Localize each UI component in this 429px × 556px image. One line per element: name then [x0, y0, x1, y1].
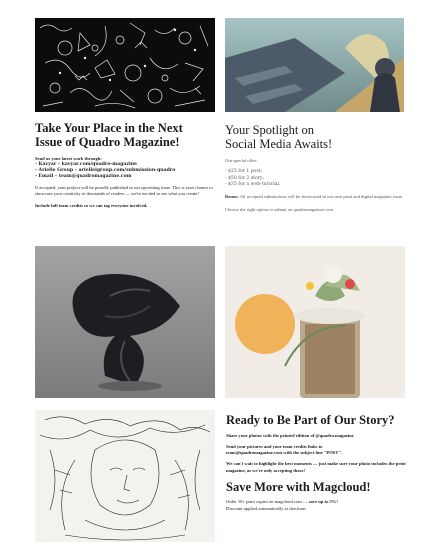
sketch-portrait-image: [35, 410, 215, 542]
submission-section: [35, 122, 217, 232]
share-line: Share your photos with the printed edition of @quadro.magazine: [226, 432, 354, 438]
magcloud-offer-a: Order 10+ print copies on magcloud.com —: [226, 499, 308, 505]
sketch-illustration: [35, 410, 215, 542]
channel-arielle[interactable]: - Arielle Group – arielleigroup.com/submission-quadro: [35, 167, 176, 173]
submission-intro: Send us your latest work through:: [35, 155, 102, 161]
offer-item: - $35 for a web-tutorial.: [225, 182, 281, 188]
doodle-art-image: [35, 18, 215, 112]
magcloud-title: Save More with Magcloud!: [226, 479, 371, 494]
doodle-pattern: [35, 18, 215, 112]
submission-channel-list: [35, 162, 217, 181]
story-section: [226, 414, 408, 544]
spotlight-title-line2: Social Media Awaits!: [225, 136, 333, 151]
spotlight-title-line1: Your Spotlight on: [225, 124, 315, 137]
magcloud-offer-c: Discount applied automatically at checkout.: [226, 505, 307, 511]
magcloud-offer-b: save up to 5%!: [308, 499, 338, 505]
highlight-line: We can't wait to highlight the best moments — just make sure your photo includes the print magazine, as we're only accepting those!: [226, 461, 406, 473]
cake-illustration: [225, 246, 405, 398]
credits-note: Include full team credits so we can tag everyone involved.: [35, 202, 148, 208]
channel-kavyar[interactable]: - Kavyar – kavyar.com/quadro-magazine: [35, 161, 137, 167]
offer-item: - $50 for 2 story;: [225, 175, 265, 181]
submission-title: [35, 122, 217, 150]
send-line-b[interactable]: team@quadromagazine.com with the subject line "POST".: [226, 450, 343, 456]
send-line: [226, 444, 408, 456]
story-title: Ready to Be Part of Our Story?: [226, 414, 395, 427]
bonus-text: [225, 194, 405, 201]
offer-list: [225, 169, 405, 189]
submission-title-line1: Take Your Place in the Next: [35, 122, 183, 135]
magcloud-offer: [226, 499, 408, 511]
spotlight-section: [225, 124, 405, 234]
submission-body: If accepted, your project will be proudly published in our upcoming issue. This is your chance to showcase your creativity to thousands of readers — we're excited to see what you create!: [35, 185, 213, 197]
scene-illustration: [225, 18, 404, 112]
channel-email[interactable]: - Email – team@quadromagazine.com: [35, 174, 132, 180]
offer-label: Our special offer:: [225, 157, 258, 163]
painted-scene-image: [225, 18, 404, 112]
send-line-a: Send your pictures and your team credits links to: [226, 443, 323, 449]
sculpture-photo: [35, 246, 215, 398]
choose-option-text[interactable]: Choose the right option to submit on quadromagazine.com .: [225, 206, 336, 212]
offer-item: - $25 for 1 post;: [225, 169, 263, 175]
cake-photo: [225, 246, 405, 398]
submission-title-line2: Issue of Quadro Magazine!: [35, 134, 180, 149]
spotlight-title: [225, 124, 405, 152]
bonus-label: Bonus:: [225, 194, 239, 200]
bonus-body: All accepted submissions will be showcased in our next print and digital magazine issue.: [239, 194, 404, 200]
sculpture-illustration: [35, 246, 215, 398]
